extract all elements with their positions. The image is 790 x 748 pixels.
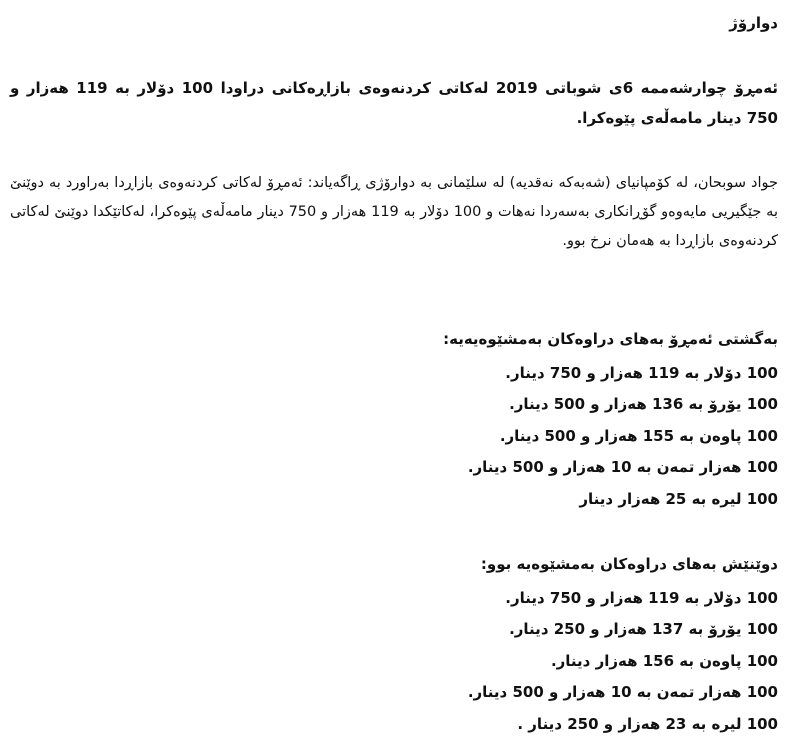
rate-item-gbp: 100 پاوەن بە 155 هەزار و 500 دینار. [499,426,778,445]
rate-item-irr: 100 هەزار تمەن بە 10 هەزار و 500 دینار. [467,683,778,702]
rate-item-eur: 100 یۆرۆ بە 137 هەزار و 250 دینار. [509,620,778,639]
rate-item-gbp: 100 پاوەن بە 156 هەزار دینار. [550,651,778,670]
rate-item-usd: 100 دۆلار بە 119 هەزار و 750 دینار. [505,364,778,382]
rate-item-irr: 100 هەزار تمەن بە 10 هەزار و 500 دینار. [467,458,778,477]
rate-item-eur: 100 یۆرۆ بە 136 هەزار و 500 دینار. [509,395,778,414]
yesterday-rates-list [468,587,778,744]
today-rates-heading: بەگشتی ئەمڕۆ بەهای دراوەکان بەمشێوەیەیە: [443,330,778,348]
rate-item-try: 100 لیرە بە 25 هەزار دینار [579,489,778,508]
yesterday-rates-heading: دوێنێش بەهای دراوەکان بەمشێوەیە بوو: [480,555,778,573]
rate-item-try: 100 لیرە بە 23 هەزار و 250 دینار . [517,714,778,733]
article-lead: ئەمڕۆ چوارشەممە 6ی شوباتی 2019 لەکاتی کردنەوەی بازاڕەکانی دراودا 100 دۆلار بە 119 هەزار و 750 دینار مامەڵەی پێوەکرا. [10,79,779,127]
article-body-paragraph: جواد سوبحان، لە کۆمپانیای (شەبەکە نەقدیە) لە سلێمانی بە دوارۆژی ڕاگەیاند: ئەمڕۆ لەکاتی کردنەوەی بازاڕدا بەراورد بە دوێنێ بە جێگیریی مایەوەو گۆڕانکاری بەسەردا نەهات و 100 دۆلار بە 119 هەزار و 750 دینار مامەڵەی پێوەکرا، لەکاتێکدا دوێنێ لەکاتی کردنەوەی بازاڕدا بە هەمان نرخ بوو. [10,175,778,249]
article-title: دوارۆژ [729,14,778,32]
rate-item-usd: 100 دۆلار بە 119 هەزار و 750 دینار. [505,589,778,607]
today-rates-list [468,362,778,519]
